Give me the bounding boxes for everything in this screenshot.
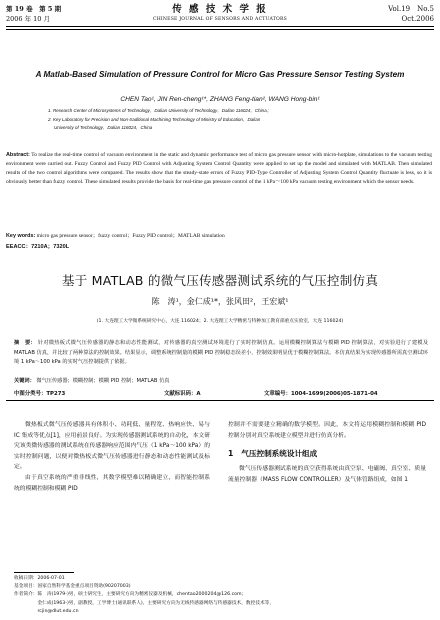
document-code: 文献标识码：A [164,391,201,397]
date-en: Oct.2006 [401,15,434,23]
article-number: 文章编号：1004-1699(2006)05-1871-04 [264,391,378,397]
header-right [388,4,434,24]
journal-title-cn: 传 感 技 术 学 报 [172,4,268,15]
footnote-rule [14,572,74,573]
chinese-abstract [14,339,428,368]
date-cn: 2006 年 10 月 [6,15,51,23]
english-affiliations [48,107,410,133]
footnote-line: 基金项目：国家自然科学基金重点项目资助(90207003) [14,584,131,590]
footnote-line: 收稿日期：2006-07-01 [14,576,65,581]
footnotes [14,575,432,616]
affiliation-line: 2. Key Laboratory for Precision and Non-traditional Machining Technology of Ministry of Education，Dalian [48,116,261,122]
affiliation-line: 1. Research Center of Microsystems of Technology，Dalian University of Technology，Dalian 116024，China； [48,108,272,113]
body-right-column [228,420,426,485]
keywords-text-cn: 微气压传感器；模糊控制；模糊 PID 控制；MATLAB 仿真 [36,378,170,384]
section-title: 气压控制系统设计组成 [241,449,318,459]
body-paragraph: 微气压传感器测试系统的真空获得系统由真空泵、电磁阀、真空室、质量流量控制器（MASS FLOW CONTROLLER）及气体管路组成，如图 1 [228,466,426,483]
footnote-line: 金仁成(1963-)男，副教授，工学博士(通讯联系人)，主要研究方向为无线传感器网络与传感器技术，数控技术等， [14,600,275,606]
english-authors: CHEN Tao¹, JIN Ren-cheng¹*, ZHANG Feng-tian², WANG Hong-bin¹ [120,96,320,103]
chinese-keywords [14,377,428,386]
clc-number: 中图分类号：TP273 [14,391,66,397]
header-rule-thick [6,26,434,27]
footnote-line: 作者简介：陈 涛(1979-)男，硕士研究生，主要研究方向为精密仪器及机械，chentao2000204@126.com； [14,592,247,598]
section-number: 1 [228,449,234,459]
section-heading [228,447,426,460]
chinese-authors: 陈 涛¹，金仁成¹*，张风田²，王宏斌¹ [151,297,289,306]
keywords-label-cn: 关键词： [14,378,35,384]
abstract-label-cn: 摘 要： [14,340,36,346]
footnote-line: rcjin@dlut.edu.cn [14,608,79,614]
body-paragraph: 由于真空系统的严重非线性，其数学模型难以精确建立，而智能控制系统的模糊控制和模糊 PID [14,474,210,492]
chinese-title: 基于 MATLAB 的微气压传感器测试系统的气压控制仿真 [61,273,379,288]
abstract-text-cn: 针对微热板式微气压传感器的静态和动态性能测试，对传感器的真空测试环境进行了实时控制仿真。运用模糊控制算法与模糊 PID 控制算法，对实验进行了建模及 MATLAB 仿真，并比较了两种算法的控制效果。结果显示，调整系统控制量的模糊 PID 控制稳态误差小，控制效果明显优于模糊控制算法。本仿真结果为实现传感器所需真空测试环境 1 kPa～100 kPa 的实时气压控制提供了依据。 [14,340,429,366]
body-paragraph: 微热板式微气压传感器具有体积小、功耗低、量程宽、热响应快、易与 IC 集成等优点[1]，应用前景良好。为实现传感器测试系统的自动化，本文研究该类微传感器的测试系统在传感器响应范围内气压（1 kPa～100 kPa）的实时控制问题，以便对微热板式微气压传感器进行静态和动态性能测试及标定。 [14,422,210,471]
body-left-column [14,420,210,494]
volume-cn: 第 19 卷 第 5 期 [6,5,62,13]
chinese-affiliation: (1. 大连理工大学微系统研究中心，大连 116024；2. 大连理工大学精密与特种加工教育部重点实验室，大连 116024) [96,319,344,324]
keywords-label: Key words: [6,233,36,239]
english-title: A Matlab-Based Simulation of Pressure Control for Micro Gas Pressure Sensor Testing System [35,70,405,79]
eeacc-code: EEACC：7210A；7320L [6,244,70,250]
running-header [6,2,434,36]
header-rule-thin [6,29,434,30]
header-center [6,3,434,23]
abstract-text: To realize the real-time control of vacuum environment in the static and dynamic performance test of micro gas pressure sensor with micro-hotplate, simulations to the vacuum testing environment were carried out. Fuzzy Control and Fuzzy PID Control with Adjusting System Control Quantity were applied to set up the model and simulated with MATLAB. Then simulated results of the two control algorithms were compared. The results show that the steady-state errors of Fuzzy PID-Type Controller of Adjusting System Control Quantity fluctuate is less, so it is obviously better than fuzzy control. These simulated results provide the basis for real-time gas pressure control of the 1 kPa～100 kPa vacuum testing environment which the sensor needs. [6,152,432,186]
volume-en: Vol.19 No.5 [388,5,434,13]
english-abstract [6,151,432,187]
abstract-label: Abstract: [6,152,30,158]
journal-title-en: CHINESE JOURNAL OF SENSORS AND ACTUATORS [153,17,287,22]
affiliation-line: University of Technology，Dalian 116024，China [54,125,153,130]
keywords-text: micro gas pressure sensor；fuzzy control；Fuzzy PID control；MATLAB simulation [36,233,225,239]
english-keywords [6,232,432,241]
abstract-rule [6,400,434,401]
body-paragraph-continued: 控制并不需要建立精确的数学模型。因此，本文将运用模糊控制和模糊 PID 控制分别对真空系统建立模型并进行仿真分析。 [228,422,426,439]
